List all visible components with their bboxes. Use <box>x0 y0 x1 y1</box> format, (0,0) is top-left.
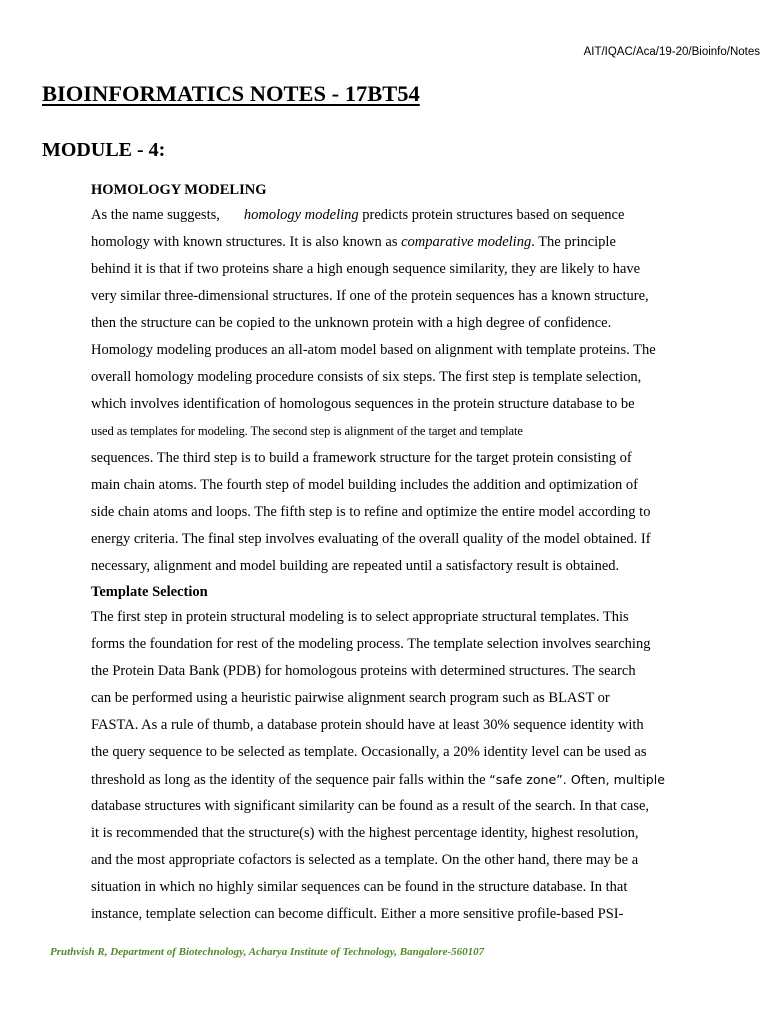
page-footer: Pruthvish R, Department of Biotechnology, Acharya Institute of Technology, Bangalore-560107 <box>50 946 485 958</box>
paragraph-line: which involves identification of homologous sequences in the protein structure database to be <box>91 396 635 412</box>
paragraph-line <box>91 202 711 229</box>
paragraph-line: FASTA. As a rule of thumb, a database protein should have at least 30% sequence identity with <box>91 717 644 733</box>
italic-term: homology modeling <box>243 207 359 223</box>
paragraph-line: overall homology modeling procedure consists of six steps. The first step is template selection, <box>91 369 642 385</box>
paragraph-line: very similar three-dimensional structures. If one of the protein sequences has a known structure, <box>91 288 649 304</box>
italic-term: comparative modeling <box>401 234 532 250</box>
paragraph-line: database structures with significant similarity can be found as a result of the search. In that case, <box>91 798 650 814</box>
paragraph-line: sequences. The third step is to build a framework structure for the target protein consisting of <box>91 450 632 466</box>
paragraph-line: main chain atoms. The fourth step of model building includes the addition and optimization of <box>91 477 638 493</box>
section-heading-template-selection: Template Selection <box>91 584 208 600</box>
text-span: homology with known structures. It is also known as <box>91 234 402 250</box>
document-title: BIOINFORMATICS NOTES - 17BT54 <box>42 81 420 106</box>
paragraph-line: behind it is that if two proteins share a high enough sequence similarity, they are likely to have <box>91 261 641 277</box>
paragraph-line: side chain atoms and loops. The fifth step is to refine and optimize the entire model according to <box>91 504 651 520</box>
paragraph-line: the Protein Data Bank (PDB) for homologous proteins with determined structures. The search <box>91 663 636 679</box>
paragraph-line <box>91 229 711 256</box>
text-span: “safe zone”. Often, multiple <box>489 772 666 787</box>
document-reference-code: AIT/IQAC/Aca/19-20/Bioinfo/Notes <box>583 46 760 58</box>
paragraph-line: can be performed using a heuristic pairwise alignment search program such as BLAST or <box>91 690 610 706</box>
document-body <box>91 178 711 928</box>
paragraph-line: energy criteria. The final step involves evaluating of the overall quality of the model obtained. If <box>91 531 651 547</box>
paragraph-line: instance, template selection can become difficult. Either a more sensitive profile-based PSI- <box>91 906 624 922</box>
text-span: . The principle <box>531 234 616 250</box>
paragraph-line: forms the foundation for rest of the modeling process. The template selection involves searching <box>91 636 651 652</box>
text-span: threshold as long as the identity of the sequence pair falls within the <box>91 772 490 788</box>
text-span: As the name suggests, <box>91 207 220 223</box>
text-span: predicts protein structures based on sequence <box>358 207 625 223</box>
paragraph-line: situation in which no highly similar sequences can be found in the structure database. In that <box>91 879 628 895</box>
module-title: MODULE - 4: <box>42 139 166 161</box>
paragraph-line: it is recommended that the structure(s) with the highest percentage identity, highest resolution, <box>91 825 639 841</box>
paragraph-line: used as templates for modeling. The second step is alignment of the target and template <box>91 424 523 438</box>
paragraph-line: The first step in protein structural modeling is to select appropriate structural templates. This <box>91 609 629 625</box>
paragraph-line: then the structure can be copied to the unknown protein with a high degree of confidence. <box>91 315 612 331</box>
paragraph-line: necessary, alignment and model building are repeated until a satisfactory result is obtained. <box>91 558 620 574</box>
paragraph-line: the query sequence to be selected as template. Occasionally, a 20% identity level can be used as <box>91 744 647 760</box>
paragraph-line: and the most appropriate cofactors is selected as a template. On the other hand, there may be a <box>91 852 639 868</box>
section-heading-homology-modeling: HOMOLOGY MODELING <box>91 182 267 198</box>
paragraph-line: Homology modeling produces an all-atom model based on alignment with template proteins. The <box>91 342 656 358</box>
paragraph-line <box>91 766 711 793</box>
